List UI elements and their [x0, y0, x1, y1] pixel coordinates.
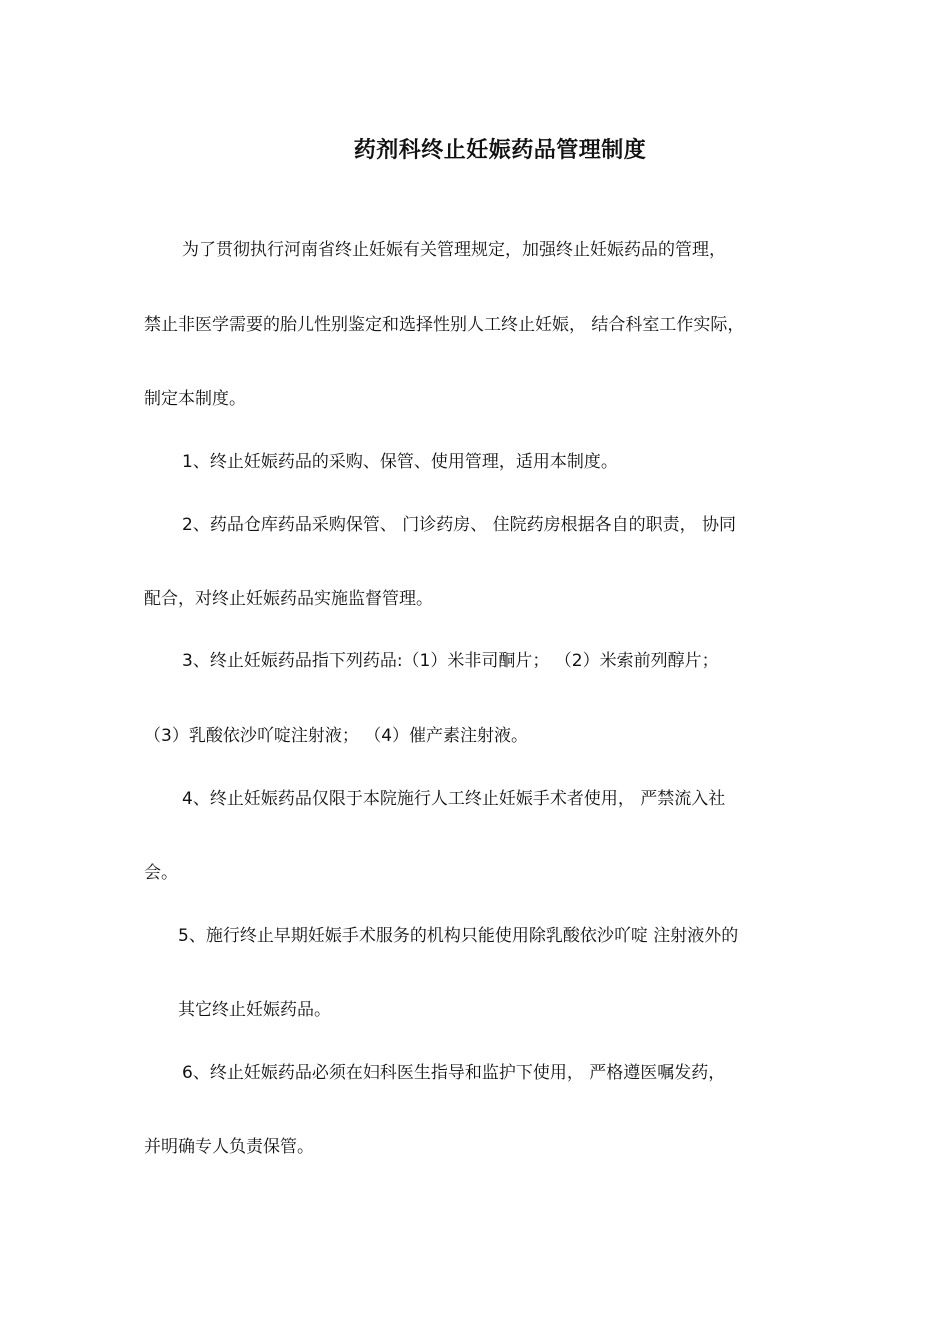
- clause-3-line: （3）乳酸依沙吖啶注射液； （4）催产素注射液。: [144, 726, 529, 746]
- paragraph-line: 为了贯彻执行河南省终止妊娠有关管理规定，加强终止妊娠药品的管理，: [182, 240, 726, 260]
- clause-6-line: 并明确专人负责保管。: [144, 1137, 314, 1157]
- clause-6-line: 6、终止妊娠药品必须在妇科医生指导和监护下使用， 严格遵医嘱发药，: [182, 1063, 726, 1083]
- clause-4-line: 4、终止妊娠药品仅限于本院施行人工终止妊娠手术者使用， 严禁流入社: [182, 789, 726, 809]
- paragraph-line: 禁止非医学需要的胎儿性别鉴定和选择性别人工终止妊娠， 结合科室工作实际，: [144, 315, 745, 335]
- document-title: 药剂科终止妊娠药品管理制度: [353, 138, 647, 163]
- clause-2-line: 配合，对终止妊娠药品实施监督管理。: [144, 589, 433, 609]
- paragraph-line: 制定本制度。: [144, 389, 246, 409]
- clause-4-line: 会。: [144, 863, 178, 883]
- clause-3-line: 3、终止妊娠药品指下列药品:（1）米非司酮片； （2）米索前列醇片；: [182, 651, 719, 671]
- clause-1-line: 1、终止妊娠药品的采购、保管、使用管理，适用本制度。: [182, 452, 618, 472]
- clause-2-line: 2、药品仓库药品采购保管、 门诊药房、 住院药房根据各自的职责， 协同: [182, 515, 737, 535]
- clause-5-line: 其它终止妊娠药品。: [178, 1000, 331, 1020]
- clause-5-line: 5、施行终止早期妊娠手术服务的机构只能使用除乳酸依沙吖啶 注射液外的: [178, 926, 739, 946]
